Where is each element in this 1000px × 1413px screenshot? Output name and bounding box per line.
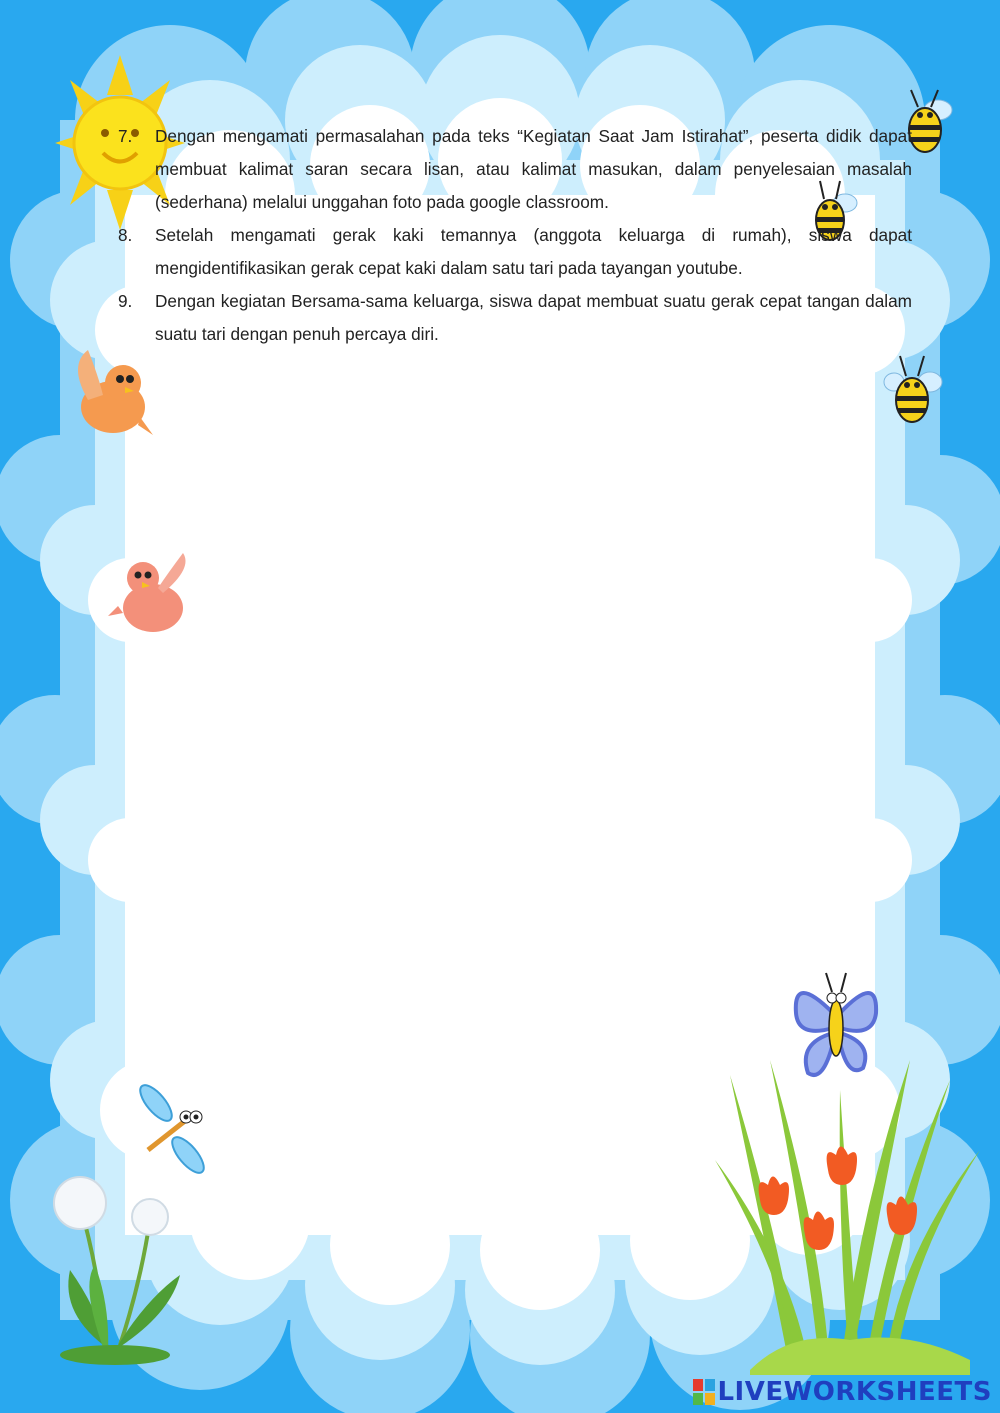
list-item [112,219,912,285]
item-number: 9. [118,291,133,311]
list-item [112,285,912,351]
liveworksheets-logo-icon [693,1379,715,1405]
bird-icon [68,345,158,445]
list-item [112,120,912,219]
dandelion-icon [50,1175,210,1370]
item-number: 8. [118,225,133,245]
item-text: Dengan kegiatan Bersama-sama keluarga, siswa dapat membuat suatu gerak cepat tangan dalam suatu tari dengan penuh percaya diri. [155,291,912,344]
liveworksheets-watermark [693,1377,992,1407]
watermark-text: LIVEWORKSHEETS [717,1377,992,1407]
item-text: Dengan mengamati permasalahan pada teks “Kegiatan Saat Jam Istirahat”, peserta didik dapat membuat kalimat saran secara lisan, atau kalimat masukan, dalam penyelesaian masalah (sederhana) melalui unggahan foto pada google classroom. [155,126,912,212]
item-number: 7. [118,126,133,146]
learning-objectives-list [112,120,912,351]
bird-icon [108,548,193,643]
item-text: Setelah mengamati gerak kaki temannya (anggota keluarga di rumah), siswa dapat mengidentifikasikan gerak cepat kaki dalam satu tari pada tayangan youtube. [155,225,912,278]
dragonfly-icon [128,1075,213,1190]
tulip-grass-icon [710,1060,990,1375]
bee-icon [880,350,945,435]
